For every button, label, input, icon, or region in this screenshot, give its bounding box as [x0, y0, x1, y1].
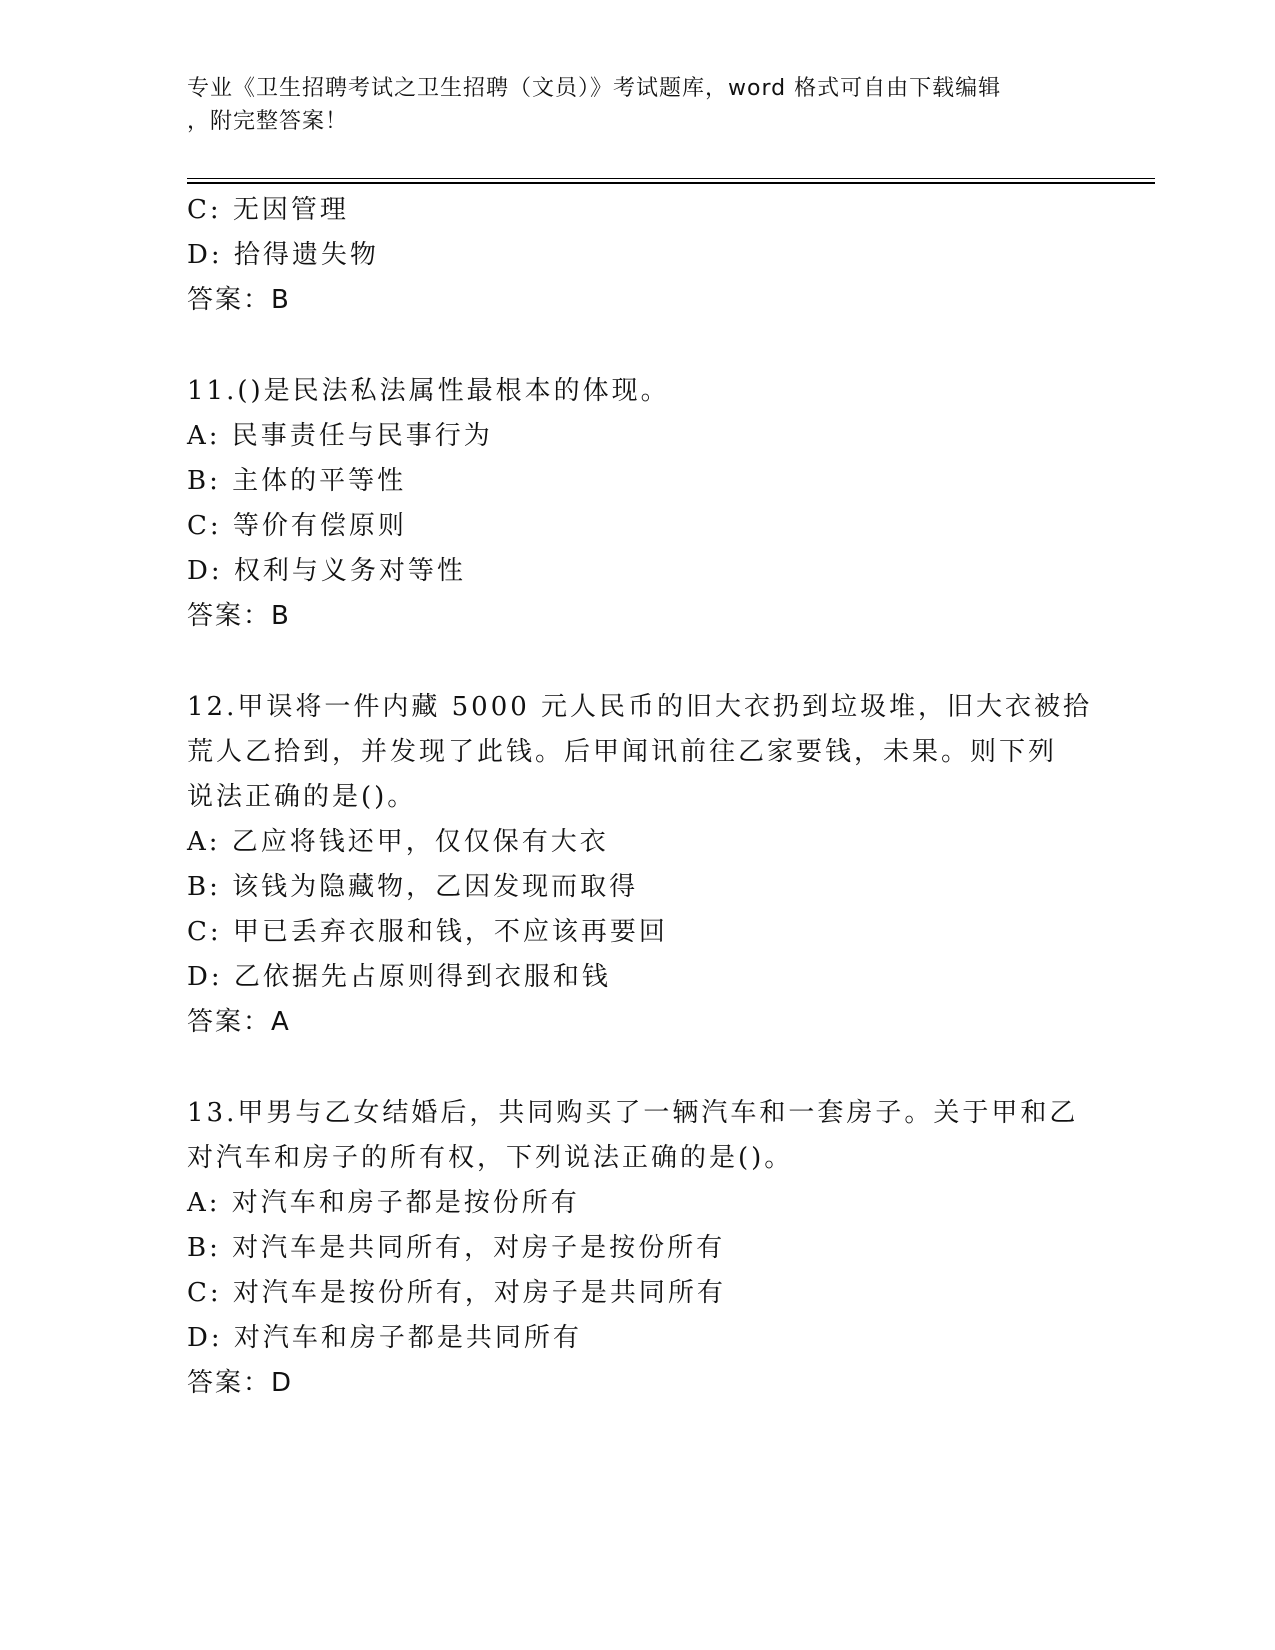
header-title-line2: ，附完整答案！ [187, 109, 349, 134]
option-b: B: 该钱为隐藏物，乙因发现而取得 [187, 872, 639, 902]
question-stem: 13.甲男与乙女结婚后，共同购买了一辆汽车和一套房子。关于甲和乙 [187, 1098, 1079, 1128]
option-c: C: 等价有偿原则 [187, 511, 407, 541]
prev-question-tail [187, 188, 1087, 323]
header-divider-thick [187, 182, 1155, 184]
question-11 [187, 369, 1087, 639]
option-a: A: 乙应将钱还甲，仅仅保有大衣 [187, 827, 609, 857]
answer-line: 答案：D [187, 1368, 294, 1398]
question-stem: 12.甲误将一件内藏 5000 元人民币的旧大衣扔到垃圾堆，旧大衣被拾 [187, 692, 1093, 722]
header-title-line1: 专业《卫生招聘考试之卫生招聘（文员）》考试题库，word 格式可自由下载编辑 [187, 76, 1002, 101]
answer-line: 答案：B [187, 285, 291, 315]
option-d: D: 拾得遗失物 [187, 240, 379, 270]
option-b: B: 对汽车是共同所有，对房子是按份所有 [187, 1233, 726, 1263]
question-13 [187, 1091, 1087, 1406]
option-d: D: 对汽车和房子都是共同所有 [187, 1323, 582, 1353]
option-c: C: 甲已丢弃衣服和钱，不应该再要回 [187, 917, 668, 947]
question-12 [187, 685, 1093, 1045]
question-stem: 对汽车和房子的所有权，下列说法正确的是()。 [187, 1143, 794, 1173]
answer-line: 答案：B [187, 601, 291, 631]
page-header [187, 72, 1087, 138]
option-b: B: 主体的平等性 [187, 466, 407, 496]
option-d: D: 乙依据先占原则得到衣服和钱 [187, 962, 611, 992]
option-a: A: 对汽车和房子都是按份所有 [187, 1188, 580, 1218]
option-c: C: 对汽车是按份所有，对房子是共同所有 [187, 1278, 726, 1308]
question-list [187, 188, 1093, 1406]
question-stem: 说法正确的是()。 [187, 782, 417, 812]
question-stem: 11.()是民法私法属性最根本的体现。 [187, 376, 670, 406]
option-c: C: 无因管理 [187, 195, 349, 225]
option-d: D: 权利与义务对等性 [187, 556, 466, 586]
question-stem: 荒人乙拾到，并发现了此钱。后甲闻讯前往乙家要钱，未果。则下列 [187, 737, 1058, 767]
answer-line: 答案：A [187, 1007, 291, 1037]
option-a: A: 民事责任与民事行为 [187, 421, 493, 451]
header-divider-thin [187, 178, 1155, 179]
